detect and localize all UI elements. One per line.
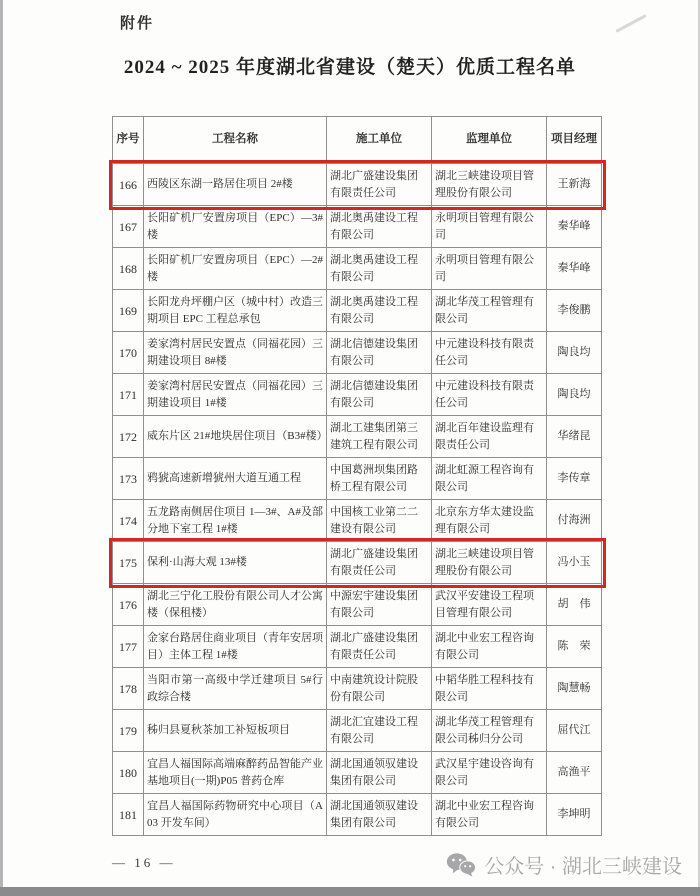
cell-name: 长阳龙舟坪棚户区（城中村）改造三期项目 EPC 工程总承包 [144, 290, 327, 332]
table-row [113, 416, 602, 458]
cell-builder: 中国葛洲坝集团路桥工程有限公司 [327, 458, 432, 500]
table-row [113, 500, 602, 542]
wechat-watermark [446, 850, 682, 879]
cell-manager: 李传章 [547, 458, 602, 500]
cell-name: 保利·山海大观 13#楼 [144, 542, 327, 584]
table-row [113, 248, 602, 290]
cell-seq: 180 [113, 752, 144, 794]
cell-manager: 冯小玉 [547, 542, 602, 584]
cell-name: 湖北三宁化工股份有限公司人才公寓楼（保租楼） [144, 584, 327, 626]
cell-manager: 陶良均 [547, 332, 602, 374]
cell-name: 姜家湾村居民安置点（同福花园）三期建设项目 1#楼 [144, 374, 327, 416]
cell-builder: 湖北奥禹建设工程有限公司 [327, 206, 432, 248]
cell-manager: 李坤明 [547, 794, 602, 836]
cell-seq: 179 [113, 710, 144, 752]
cell-seq: 170 [113, 332, 144, 374]
scan-edge-bottom [0, 887, 700, 896]
cell-name: 姜家湾村居民安置点（同福花园）三期建设项目 8#楼 [144, 332, 327, 374]
cell-manager: 高渔平 [547, 752, 602, 794]
cell-name: 秭归县夏秋茶加工补短板项目 [144, 710, 327, 752]
cell-supervisor: 武汉平安建设工程项目管理有限公司 [432, 584, 547, 626]
cell-manager: 陈 荣 [547, 626, 602, 668]
cell-seq: 174 [113, 500, 144, 542]
table-row [113, 374, 602, 416]
cell-seq: 166 [113, 164, 144, 206]
scan-artifact [615, 14, 646, 33]
document-title: 2024 ~ 2025 年度湖北省建设（楚天）优质工程名单 [123, 57, 577, 78]
cell-builder: 中国核工业第二二建设有限公司 [327, 500, 432, 542]
cell-builder: 中源宏宇建设集团有限公司 [327, 584, 432, 626]
cell-name: 当阳市第一高级中学迁建项目 5#行政综合楼 [144, 668, 327, 710]
project-list-table [112, 116, 602, 836]
cell-builder: 湖北奥禹建设工程有限公司 [327, 248, 432, 290]
cell-supervisor: 湖北中业宏工程咨询有限公司 [432, 794, 547, 836]
column-header-2: 施工单位 [327, 117, 432, 164]
cell-name: 宜昌人福国际药物研究中心项目（A03 开发车间） [144, 794, 327, 836]
cell-seq: 176 [113, 584, 144, 626]
table-row [113, 752, 602, 794]
table-row [113, 206, 602, 248]
cell-name: 长阳矿机厂安置房项目（EPC）—3#楼 [144, 206, 327, 248]
cell-name: 鸦猇高速新增猇州大道互通工程 [144, 458, 327, 500]
cell-supervisor: 武汉星宇建设咨询有限公司 [432, 752, 547, 794]
column-header-1: 工程名称 [144, 117, 327, 164]
column-header-0: 序号 [113, 117, 144, 164]
cell-manager: 华绪昆 [547, 416, 602, 458]
cell-supervisor: 湖北三峡建设项目管理股份有限公司 [432, 164, 547, 206]
cell-builder: 湖北汇宜建设工程有限公司 [327, 710, 432, 752]
cell-seq: 178 [113, 668, 144, 710]
cell-name: 长阳矿机厂安置房项目（EPC）—2#楼 [144, 248, 327, 290]
cell-supervisor: 北京东方华太建设监理有限公司 [432, 500, 547, 542]
cell-builder: 湖北国通领驭建设集团有限公司 [327, 752, 432, 794]
table-row [113, 332, 602, 374]
cell-name: 金家台路居住商业项目（青年安居项目）主体工程 1#楼 [144, 626, 327, 668]
table-body [113, 164, 602, 836]
table-row [113, 794, 602, 836]
page-number: — 16 — [112, 855, 176, 870]
cell-seq: 168 [113, 248, 144, 290]
cell-supervisor: 中元建设科技有限责任公司 [432, 332, 547, 374]
table-row [113, 710, 602, 752]
column-header-3: 监理单位 [432, 117, 547, 164]
cell-supervisor: 湖北百年建设监理有限责任公司 [432, 416, 547, 458]
attachment-label: 附件 [120, 16, 155, 32]
cell-builder: 湖北工建集团第三建筑工程有限公司 [327, 416, 432, 458]
cell-name: 威东片区 21#地块居住项目（B3#楼） [144, 416, 327, 458]
cell-name: 宜昌人福国际高端麻醉药品智能产业基地项目(一期)P05 普药仓库 [144, 752, 327, 794]
table-row [113, 458, 602, 500]
wechat-icon [446, 852, 476, 878]
cell-manager: 陶慧畅 [547, 668, 602, 710]
table-header-row [113, 117, 602, 164]
cell-manager: 胡 伟 [547, 584, 602, 626]
cell-supervisor: 湖北虹源工程咨询有限公司 [432, 458, 547, 500]
cell-builder: 湖北国通领驭建设集团有限公司 [327, 794, 432, 836]
cell-seq: 177 [113, 626, 144, 668]
table-row-highlighted [113, 164, 602, 206]
table-row [113, 626, 602, 668]
cell-seq: 181 [113, 794, 144, 836]
watermark-text: 公众号 · 湖北三峡建设 [484, 856, 682, 878]
cell-builder: 湖北广盛建设集团有限责任公司 [327, 164, 432, 206]
cell-builder: 湖北奥禹建设工程有限公司 [327, 290, 432, 332]
cell-seq: 172 [113, 416, 144, 458]
table-header [113, 117, 602, 164]
cell-manager: 秦华峰 [547, 248, 602, 290]
cell-seq: 173 [113, 458, 144, 500]
table-row [113, 290, 602, 332]
table-row [113, 584, 602, 626]
cell-manager: 陶良均 [547, 374, 602, 416]
cell-manager: 付海洲 [547, 500, 602, 542]
cell-supervisor: 永明项目管理有限公司 [432, 206, 547, 248]
cell-name: 五龙路南侧居住项目 1—3#、A#及部分地下室工程 1#楼 [144, 500, 327, 542]
cell-supervisor: 湖北华茂工程管理有限公司秭归分公司 [432, 710, 547, 752]
cell-builder: 湖北信德建设集团有限公司 [327, 332, 432, 374]
cell-builder: 湖北广盛建设集团有限责任公司 [327, 626, 432, 668]
cell-seq: 167 [113, 206, 144, 248]
cell-builder: 中南建筑设计院股份有限公司 [327, 668, 432, 710]
cell-seq: 169 [113, 290, 144, 332]
cell-supervisor: 湖北华茂工程管理有限公司 [432, 290, 547, 332]
cell-seq: 175 [113, 542, 144, 584]
cell-name: 西陵区东湖一路居住项目 2#楼 [144, 164, 327, 206]
table-row-highlighted [113, 542, 602, 584]
cell-builder: 湖北信德建设集团有限公司 [327, 374, 432, 416]
cell-supervisor: 中韬华胜工程科技有限公司 [432, 668, 547, 710]
cell-manager: 屈代江 [547, 710, 602, 752]
cell-builder: 湖北广盛建设集团有限责任公司 [327, 542, 432, 584]
cell-supervisor: 永明项目管理有限公司 [432, 248, 547, 290]
cell-manager: 李俊鹏 [547, 290, 602, 332]
scan-edge-left [0, 0, 3, 896]
cell-manager: 王新海 [547, 164, 602, 206]
cell-supervisor: 中元建设科技有限责任公司 [432, 374, 547, 416]
cell-supervisor: 湖北中业宏工程咨询有限公司 [432, 626, 547, 668]
cell-manager: 秦华峰 [547, 206, 602, 248]
cell-seq: 171 [113, 374, 144, 416]
column-header-4: 项目经理 [547, 117, 602, 164]
cell-supervisor: 湖北三峡建设项目管理股份有限公司 [432, 542, 547, 584]
table-row [113, 668, 602, 710]
